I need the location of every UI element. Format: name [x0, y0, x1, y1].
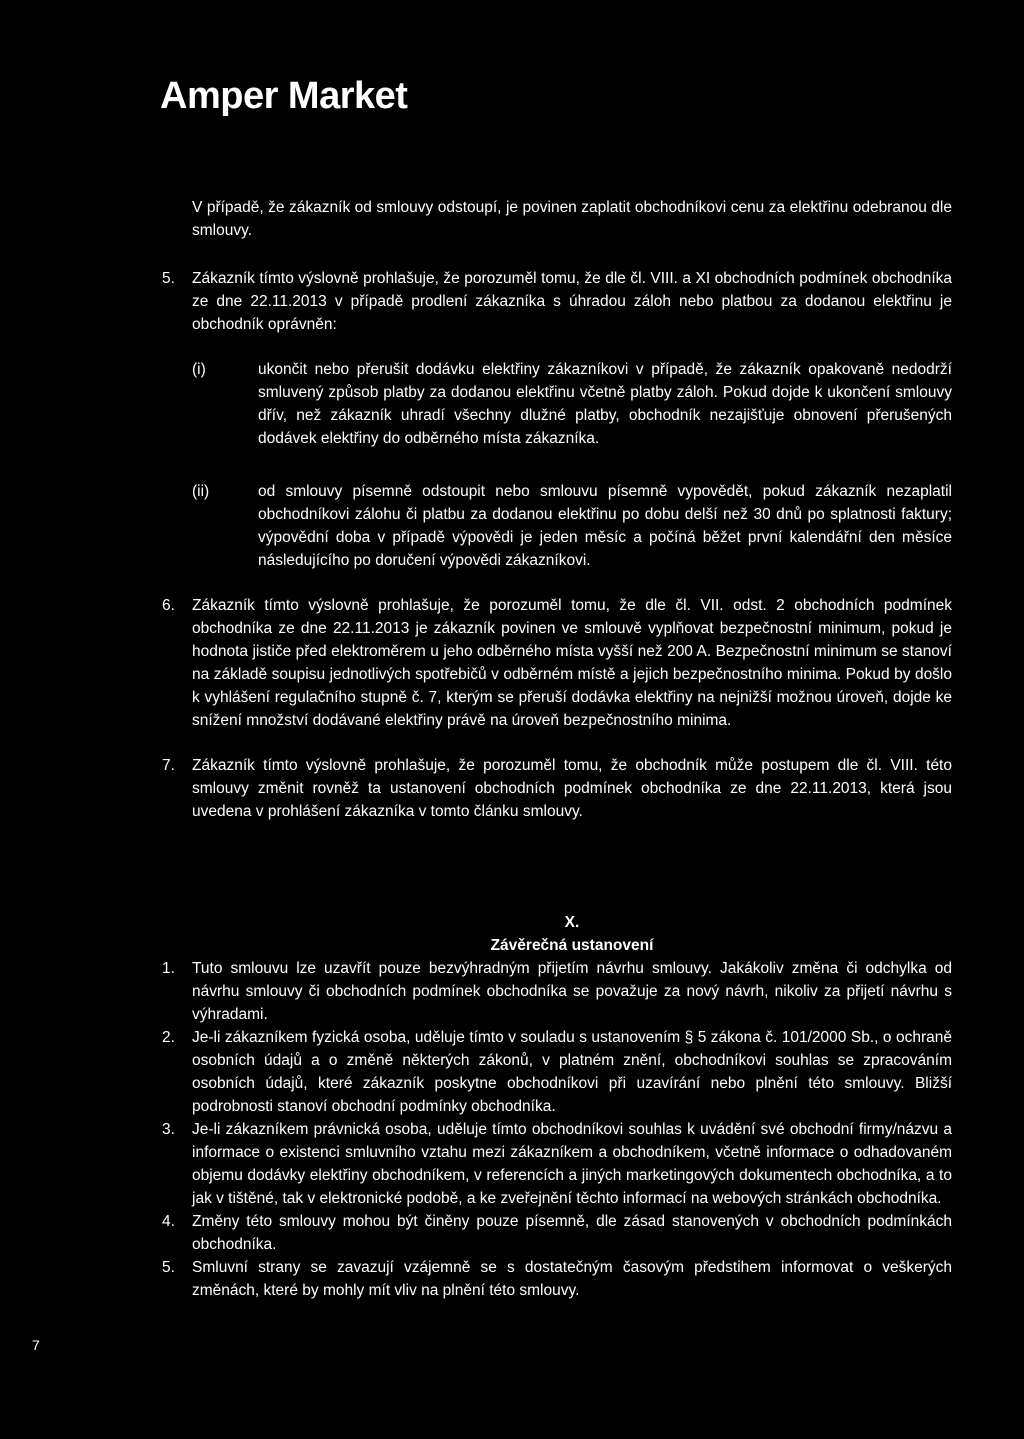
page-number: 7 [32, 1337, 40, 1353]
clause-5 [162, 267, 952, 572]
clause-text: Tuto smlouvu lze uzavřít pouze bezvýhradným přijetím návrhu smlouvy. Jakákoliv změna či odchylka od návrhu smlouvy či obchodních podmínek obchodníka se považuje za nový návrh, nikoliv za přijetí návrhu s výhradami. [192, 960, 952, 1023]
clause-7 [162, 754, 952, 823]
clause-number: 6. [162, 597, 175, 614]
final-clause-3 [162, 1118, 952, 1210]
clause-number: 1. [162, 960, 175, 977]
subclause-label: (ii) [192, 483, 210, 500]
clause-text: Zákazník tímto výslovně prohlašuje, že porozuměl tomu, že dle čl. VIII. a XI obchodních podmínek obchodníka ze dne 22.11.2013 v případě prodlení zákazníka s úhradou záloh nebo platbou za dodanou elektřinu je obchodník oprávněn: [192, 270, 952, 333]
clause-6 [162, 594, 952, 732]
final-clause-2 [162, 1026, 952, 1118]
clause-text: Zákazník tímto výslovně prohlašuje, že porozuměl tomu, že obchodník může postupem dle čl. VIII. této smlouvy změnit rovněž ta ustanovení obchodních podmínek obchodníka ze dne 22.11.2013, která jsou uvedena v prohlášení zákazníka v tomto článku smlouvy. [192, 757, 952, 820]
subclause-ii [192, 480, 952, 572]
subclause-i [192, 358, 952, 450]
clause-text: Smluvní strany se zavazují vzájemně se s dostatečným časovým předstihem informovat o veškerých změnách, které by mohly mít vliv na plnění této smlouvy. [192, 1259, 952, 1299]
section-title: Závěrečná ustanovení [490, 937, 654, 954]
clause-number: 3. [162, 1121, 175, 1138]
clause-text: Je-li zákazníkem právnická osoba, uděluje tímto obchodníkovi souhlas k uvádění své obchodní firmy/názvu a informace o existenci smluvního vztahu mezi zákazníkem a obchodníkem, včetně informace o odhadovaném objemu dodávky elektřiny obchodníkem, v referencích a jiných marketingových dokumentech obchodníka, a to jak v tištěné, tak v elektronické podobě, a ke zveřejnění těchto informací na webových stránkách obchodníka. [192, 1121, 952, 1207]
clause-number: 5. [162, 1259, 175, 1276]
clause-text: Změny této smlouvy mohou být činěny pouze písemně, dle zásad stanovených v obchodních podmínkách obchodníka. [192, 1213, 952, 1253]
final-clause-1 [162, 957, 952, 1026]
clause-number: 4. [162, 1213, 175, 1230]
final-clause-4 [162, 1210, 952, 1256]
clause-number: 5. [162, 270, 175, 287]
subclause-label: (i) [192, 361, 206, 378]
section-number: X. [564, 914, 580, 931]
document-body [162, 196, 952, 1302]
clause-text: Je-li zákazníkem fyzická osoba, uděluje tímto v souladu s ustanovením § 5 zákona č. 101/2000 Sb., o ochraně osobních údajů a o změně některých zákonů, v platném znění, obchodníkovi souhlas se zpracováním osobních údajů, které zákazník poskytne obchodníkovi při uzavírání nebo plnění této smlouvy. Bližší podrobnosti stanoví obchodní podmínky obchodníka. [192, 1029, 952, 1115]
page-header-title: Amper Market [160, 75, 408, 117]
subclause-text: od smlouvy písemně odstoupit nebo smlouvu písemně vypovědět, pokud zákazník nezaplatil obchodníkovi zálohu či platbu za dodanou elektřinu po dobu delší než 30 dnů po splatnosti faktury; výpovědní doba v případě výpovědi je jeden měsíc a počíná běžet první kalendářní den měsíce následujícího po doručení výpovědi zákazníkovi. [258, 483, 952, 569]
clause-number: 7. [162, 757, 175, 774]
subclause-text: ukončit nebo přerušit dodávku elektřiny zákazníkovi v případě, že zákazník opakovaně nedodrží smluvený způsob platby za dodanou elektřinu včetně platby záloh. Pokud dojde k ukončení smlouvy dřív, než zákazník uhradí všechny dlužné platby, obchodník nezajišťuje obnovení přerušených dodávek elektřiny do odběrného místa zákazníka. [258, 361, 952, 447]
final-clause-5 [162, 1256, 952, 1302]
clause-text: Zákazník tímto výslovně prohlašuje, že porozuměl tomu, že dle čl. VII. odst. 2 obchodních podmínek obchodníka ze dne 22.11.2013 je zákazník povinen ve smlouvě vyplňovat bezpečnostní minimum, pokud je hodnota jističe před elektroměrem u jeho odběrného místa vyšší než 200 A. Bezpečnostní minimum se stanoví na základě soupisu jednotlivých spotřebičů v odběrném místě a jejich bezpečnostního minima. Pokud by došlo k vyhlášení regulačního stupně č. 7, kterým se přeruší dodávka elektřiny na nejnižší možnou úroveň, dojde ke snížení množství dodávané elektřiny právě na úroveň bezpečnostního minima. [192, 597, 952, 729]
intro-paragraph: V případě, že zákazník od smlouvy odstoupí, je povinen zaplatit obchodníkovi cenu za elektřinu odebranou dle smlouvy. [192, 199, 952, 239]
clause-number: 2. [162, 1029, 175, 1046]
